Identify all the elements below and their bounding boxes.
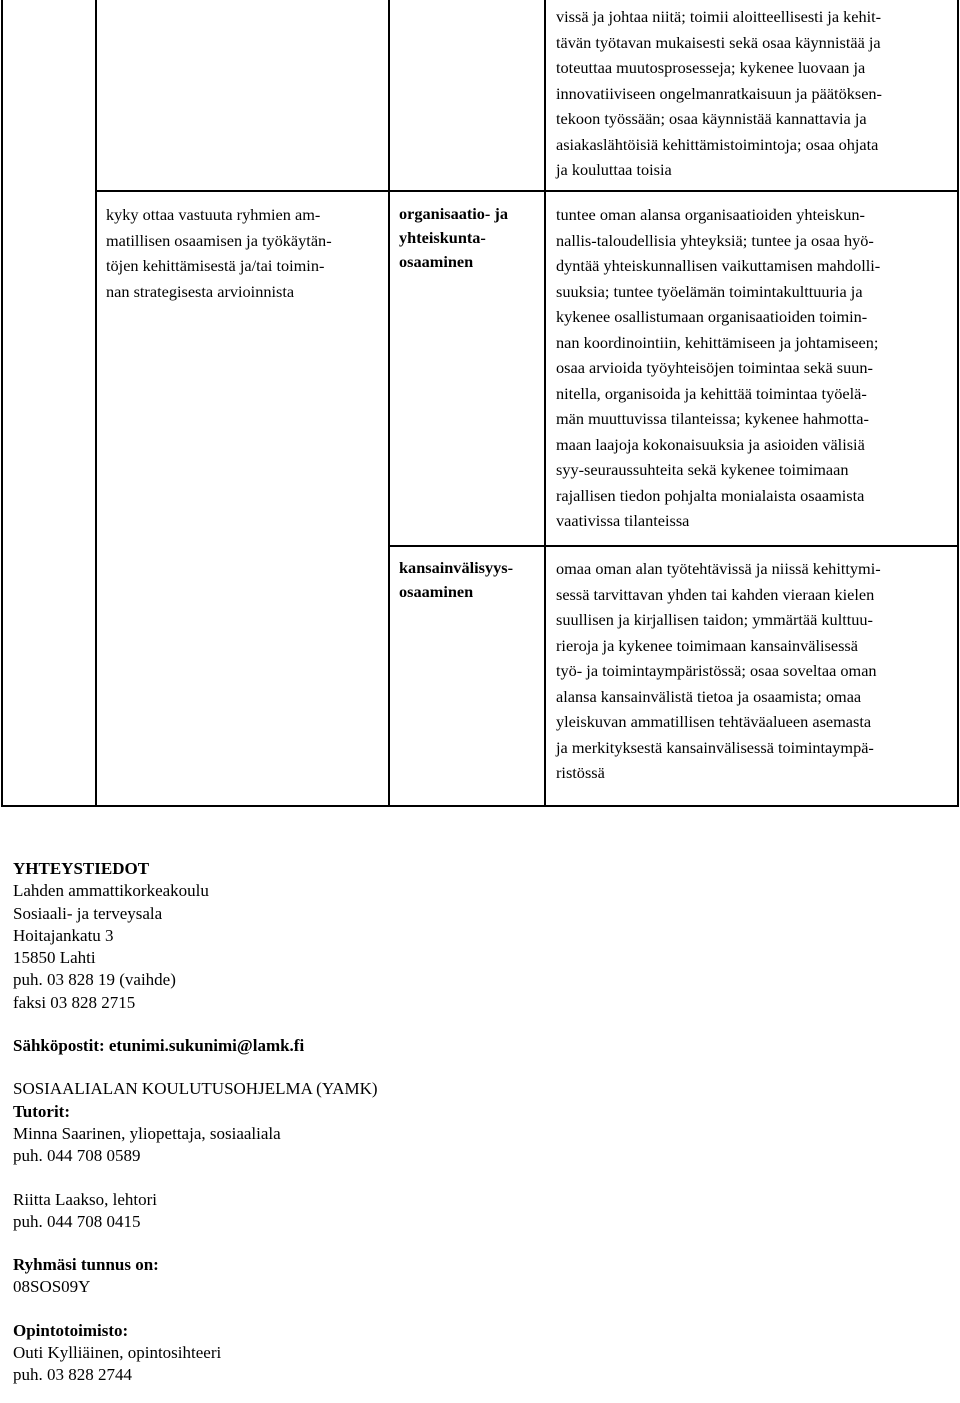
phone-number: puh. 03 828 19 (vaihde) (13, 970, 176, 990)
table-border-col1 (95, 0, 97, 807)
tutor1-name: Minna Saarinen, yliopettaja, sosiaaliala (13, 1123, 281, 1143)
street-address: Hoitajankatu 3 (13, 925, 114, 945)
tutor1-phone: puh. 044 708 0589 (13, 1146, 141, 1166)
table-border-bottom (1, 805, 958, 807)
group-code: 08SOS09Y (13, 1277, 91, 1297)
office-phone: puh. 03 828 2744 (13, 1365, 132, 1385)
table-border-left (1, 0, 3, 807)
tutor2-name: Riitta Laakso, lehtori (13, 1189, 157, 1209)
row0-description: vissä ja johtaa niitä; toimii aloitteellisesti ja kehit- tävän työtavan mukaisesti sekä osaa käynnistää ja toteuttaa muutosprosesseja; kykenee luovaan ja innovatiiviseen ongelmanratkaisuun ja päätöksen- tekoon työssään; osaa käynnistää kannattavia ja asiakaslähtöisiä kehittämistoimintoja; osaa ohjata ja kouluttaa toisia (556, 7, 882, 179)
row1-competence: organisaatio- ja yhteiskunta- osaaminen (399, 204, 508, 271)
postal-address: 15850 Lahti (13, 948, 96, 968)
office-name: Outi Kylliäinen, opintosihteeri (13, 1343, 222, 1363)
email-info: Sähköpostit: etunimi.sukunimi@lamk.fi (13, 1036, 305, 1056)
table-row-divider-2 (388, 545, 958, 547)
row1-goal: kyky ottaa vastuuta ryhmien am- matillisen osaamisen ja työkäytän- töjen kehittämisestä ja/tai toimin- nan strategisesta arvioinnista (106, 205, 332, 301)
contact-heading: YHTEYSTIEDOT (13, 859, 150, 878)
row2-competence: kansainvälisyys- osaaminen (399, 558, 514, 601)
table-row-divider-1 (95, 190, 958, 192)
contact-block (13, 858, 378, 1387)
table-border-right (957, 0, 959, 807)
tutor2-phone: puh. 044 708 0415 (13, 1211, 141, 1231)
group-label: Ryhmäsi tunnus on: (13, 1255, 159, 1275)
school-name: Lahden ammattikorkeakoulu (13, 881, 209, 901)
office-label: Opintotoimisto: (13, 1320, 129, 1340)
table-border-col3 (544, 0, 546, 807)
table-border-col2 (388, 0, 390, 807)
faculty-name: Sosiaali- ja terveysala (13, 903, 163, 923)
fax-number: faksi 03 828 2715 (13, 992, 136, 1012)
tutors-label: Tutorit: (13, 1101, 70, 1121)
row2-description: omaa oman alan työtehtävissä ja niissä kehittymi- sessä tarvittavan yhden tai kahden vieraan kielen suullisen ja kirjallisen taidon; ymmärtää kulttuu- rieroja ja kykenee toimimaan kansainvälisessä työ- ja toimintaympäristössä; osaa soveltaa oman alansa kansainvälistä tietoa ja osaamista; omaa yleiskuvan ammatillisen tehtäväalueen asemasta ja merkityksestä kansainvälisessä toimintaympä- ristössä (556, 559, 881, 782)
row1-description: tuntee oman alansa organisaatioiden yhteiskun- nallis-taloudellisia yhteyksiä; tuntee ja osaa hyö- dyntää yhteiskunnallisen vaikuttamisen mahdolli- suuksia; tuntee työelämän toimintakulttuuria ja kykenee osallistumaan organisaatioiden toimin- nan koordinointiin, kehittämiseen ja johtamiseen; osaa arvioida työyhteisöjen toimintaa sekä suun- nitella, organisoida ja kehittää toimintaa työelä- män muuttuvissa tilanteissa; kykenee hahmotta- maan laajoja kokonaisuuksia ja asioiden välisiä syy-seuraussuhteita sekä kykenee toimimaan rajallisen tiedon pohjalta monialaista osaamista vaativissa tilanteissa (556, 205, 881, 530)
program-name: SOSIAALIALAN KOULUTUSOHJELMA (YAMK) (13, 1079, 378, 1099)
